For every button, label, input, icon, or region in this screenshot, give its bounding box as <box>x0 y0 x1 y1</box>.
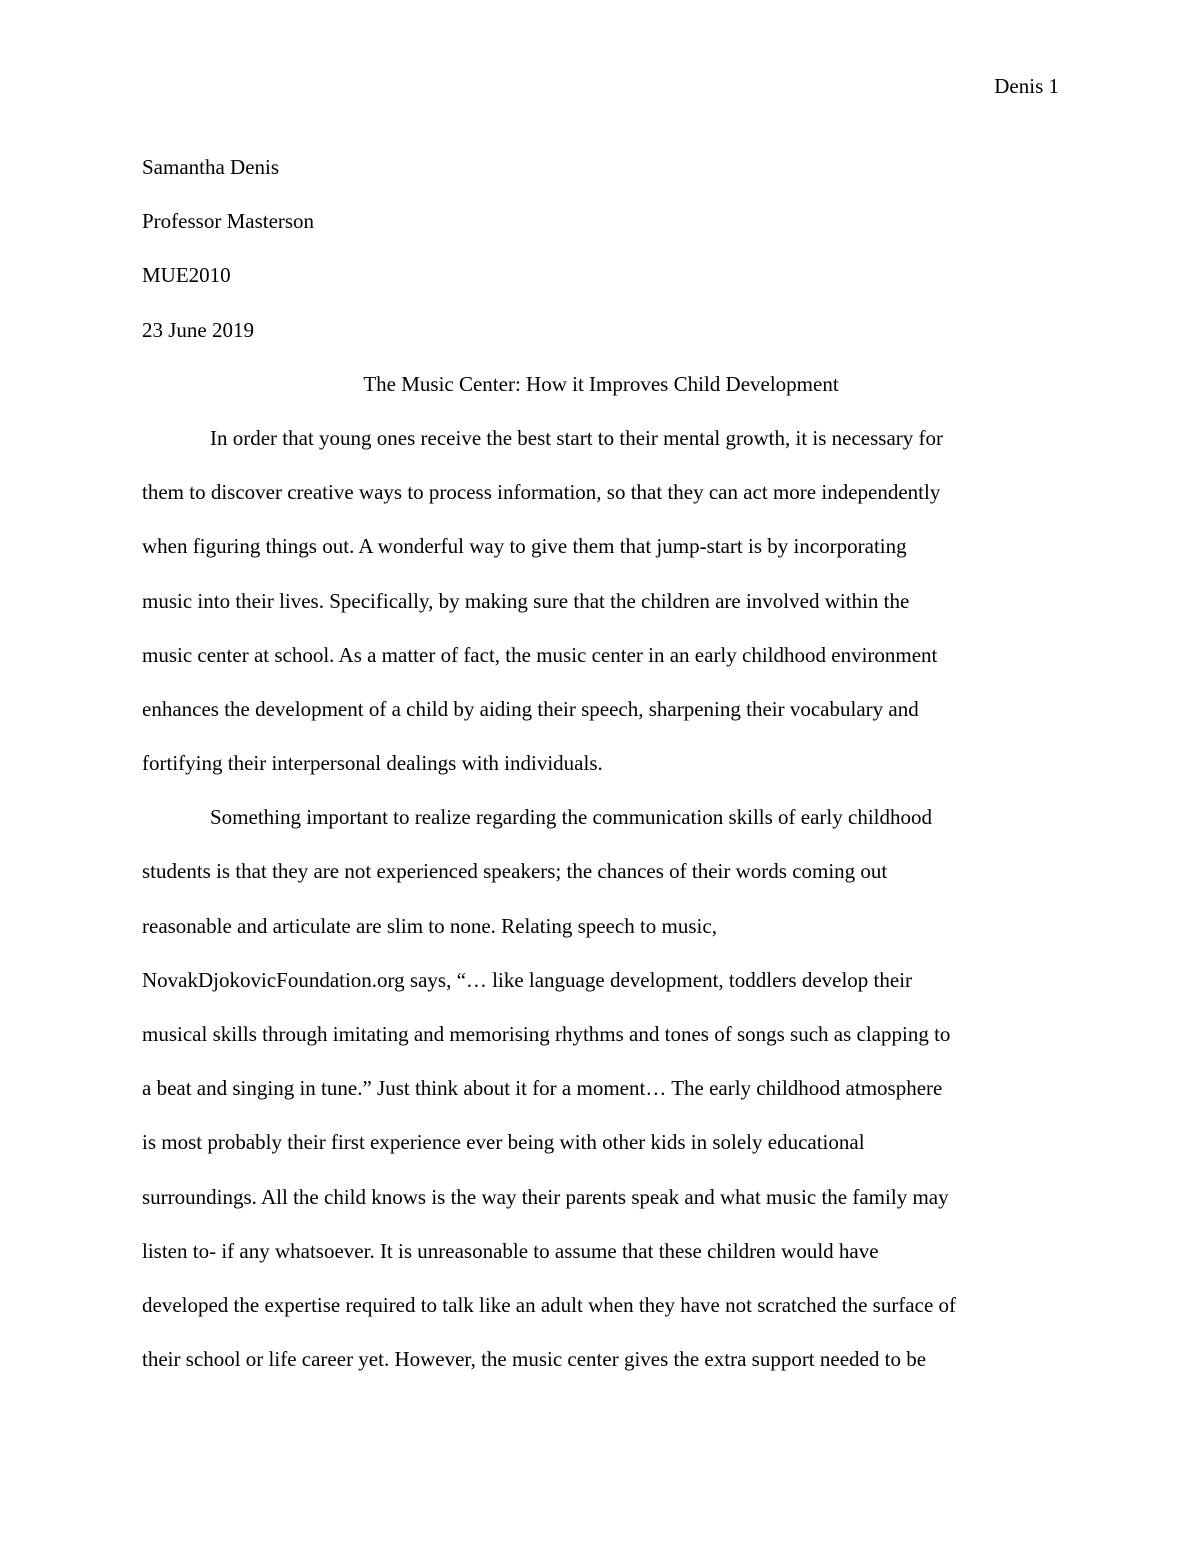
paragraph-line: a beat and singing in tune.” Just think about it for a moment… The early childhood atmosphere <box>142 1076 943 1101</box>
course-code: MUE2010 <box>142 263 231 288</box>
document-title: The Music Center: How it Improves Child Development <box>363 371 839 396</box>
paragraph-line: them to discover creative ways to process information, so that they can act more independently <box>142 480 941 505</box>
paragraph-line: is most probably their first experience ever being with other kids in solely educational <box>142 1130 865 1155</box>
document-body <box>142 140 1060 1386</box>
author-name: Samantha Denis <box>142 155 280 179</box>
document-date: 23 June 2019 <box>142 317 254 342</box>
running-head: Denis 1 <box>994 74 1059 98</box>
paragraph-line: music center at school. As a matter of fact, the music center in an early childhood environment <box>142 642 938 667</box>
paragraph-line: surroundings. All the child knows is the way their parents speak and what music the family may <box>142 1184 949 1209</box>
paragraph-line: developed the expertise required to talk like an adult when they have not scratched the surface of <box>142 1292 957 1317</box>
paragraph-line: In order that young ones receive the best start to their mental growth, it is necessary for <box>210 425 944 450</box>
instructor-name: Professor Masterson <box>142 209 315 234</box>
paragraph-1 <box>142 411 1060 790</box>
paragraph-line: their school or life career yet. However, the music center gives the extra support needed to be <box>142 1347 927 1372</box>
paragraph-line: NovakDjokovicFoundation.org says, “… like language development, toddlers develop their <box>142 967 913 992</box>
paragraph-line: listen to- if any whatsoever. It is unreasonable to assume that these children would have <box>142 1238 879 1263</box>
paragraph-line: musical skills through imitating and memorising rhythms and tones of songs such as clapping to <box>142 1022 951 1046</box>
paragraph-line: enhances the development of a child by aiding their speech, sharpening their vocabulary and <box>142 696 919 721</box>
paragraph-line: when figuring things out. A wonderful way to give them that jump-start is by incorporating <box>142 534 907 559</box>
paragraph-line: Something important to realize regarding the communication skills of early childhood <box>210 805 932 830</box>
heading-block <box>142 140 1060 357</box>
paragraph-line: reasonable and articulate are slim to none. Relating speech to music, <box>142 913 717 938</box>
paragraph-line: fortifying their interpersonal dealings with individuals. <box>142 751 603 776</box>
paragraph-line: students is that they are not experienced speakers; the chances of their words coming out <box>142 859 888 884</box>
paragraph-line: music into their lives. Specifically, by making sure that the children are involved within the <box>142 588 910 613</box>
paragraph-2 <box>142 790 1060 1386</box>
